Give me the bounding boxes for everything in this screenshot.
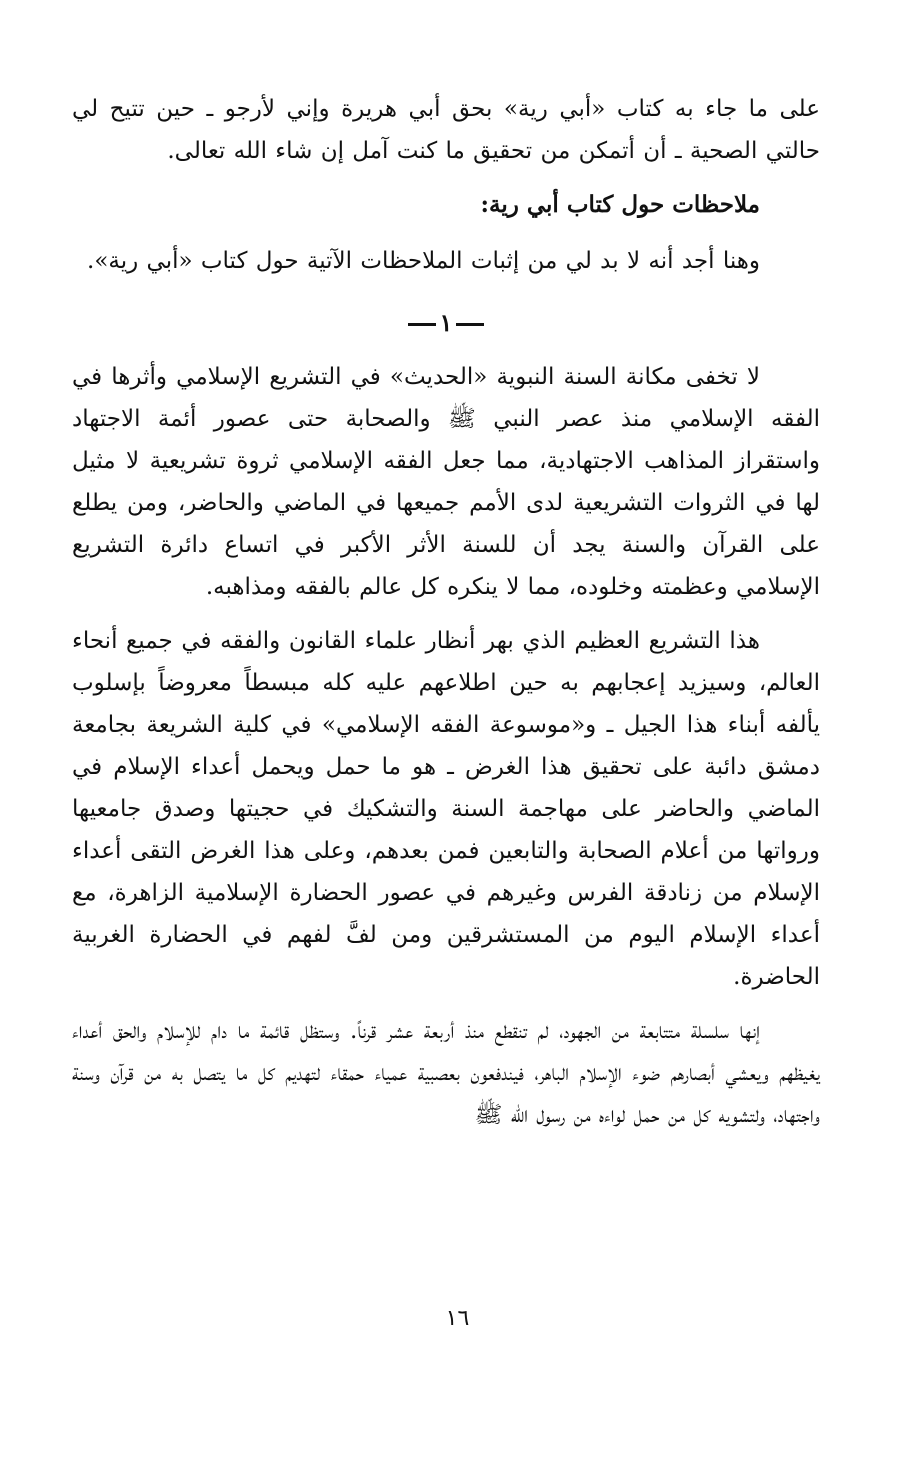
intro-note: وهنا أجد أنه لا بد لي من إثبات الملاحظات الآتية حول كتاب «أبي رية».: [87, 248, 760, 274]
intro-paragraph: على ما جاء به كتاب «أبي رية» بحق أبي هريرة وإني لأرجو ـ حين تتيح لي حالتي الصحية ـ أن أتمكن من تحقيق ما كنت آمل إن شاء الله تعالى.: [72, 96, 820, 164]
body-paragraph-1: لا تخفى مكانة السنة النبوية «الحديث» في التشريع الإسلامي وأثرها في الفقه الإسلامي منذ عصر النبي ﷺ والصحابة حتى عصور أئمة الاجتهاد واستقراز المذاهب الاجتهادية، مما جعل الفقه الإسلامي ثروة تشريعية لا مثيل لها في الثروات التشريعية لدى الأمم جميعها في الماضي والحاضر، ومن يطلع على القرآن والسنة يجد أن للسنة الأثر الأكبر في اتساع دائرة التشريع الإسلامي وعظمته وخلوده، مما لا ينكره كل عالم بالفقه ومذاهبه.: [72, 364, 820, 600]
dash-left: [456, 323, 484, 326]
section-heading: ملاحظات حول كتاب أبي رية:: [480, 191, 760, 218]
body-paragraph-2: هذا التشريع العظيم الذي بهر أنظار علماء القانون والفقه في جميع أنحاء العالم، وسيزيد إعجابهم به حين اطلاعهم عليه كله مبسطاً معروضاً بإسلوب يألفه أبناء هذا الجيل ـ و«موسوعة الفقه الإسلامي» في كلية الشريعة بجامعة دمشق دائبة على تحقيق هذا الغرض ـ هو ما حمل ويحمل أعداء الإسلام في الماضي والحاضر على مهاجمة السنة والتشكيك في حجيتها وصدق جامعيها ورواتها من أعلام الصحابة والتابعين فمن بعدهم، وعلى هذا الغرض التقى أعداء الإسلام من زنادقة الفرس وغيرهم في عصور الحضارة الإسلامية الزاهرة، مع أعداء الإسلام اليوم من المستشرقين ومن لفَّ لفهم في الحضارة الغربية الحاضرة.: [72, 628, 820, 990]
page-number: ١٦: [445, 1306, 470, 1331]
dash-right: [408, 323, 436, 326]
body-paragraph-3: إنها سلسلة متتابعة من الجهود، لم تنقطع منذ أربعة عشر قرناً. وستظل قائمة ما دام للإسلام والحق أعداء يغيظهم ويعشي أبصارهم ضوء الإسلام الباهر، فيندفعون بعصبية عمياء حمقاء لتهديم كل ما يتصل به من قرآن وسنة واجتهاد، ولتشويه كل من حمل لواءه من رسول الله ﷺ: [72, 1018, 820, 1128]
page-body: [72, 88, 820, 1136]
section-number-text: ١: [439, 308, 453, 337]
section-number: [72, 302, 820, 344]
